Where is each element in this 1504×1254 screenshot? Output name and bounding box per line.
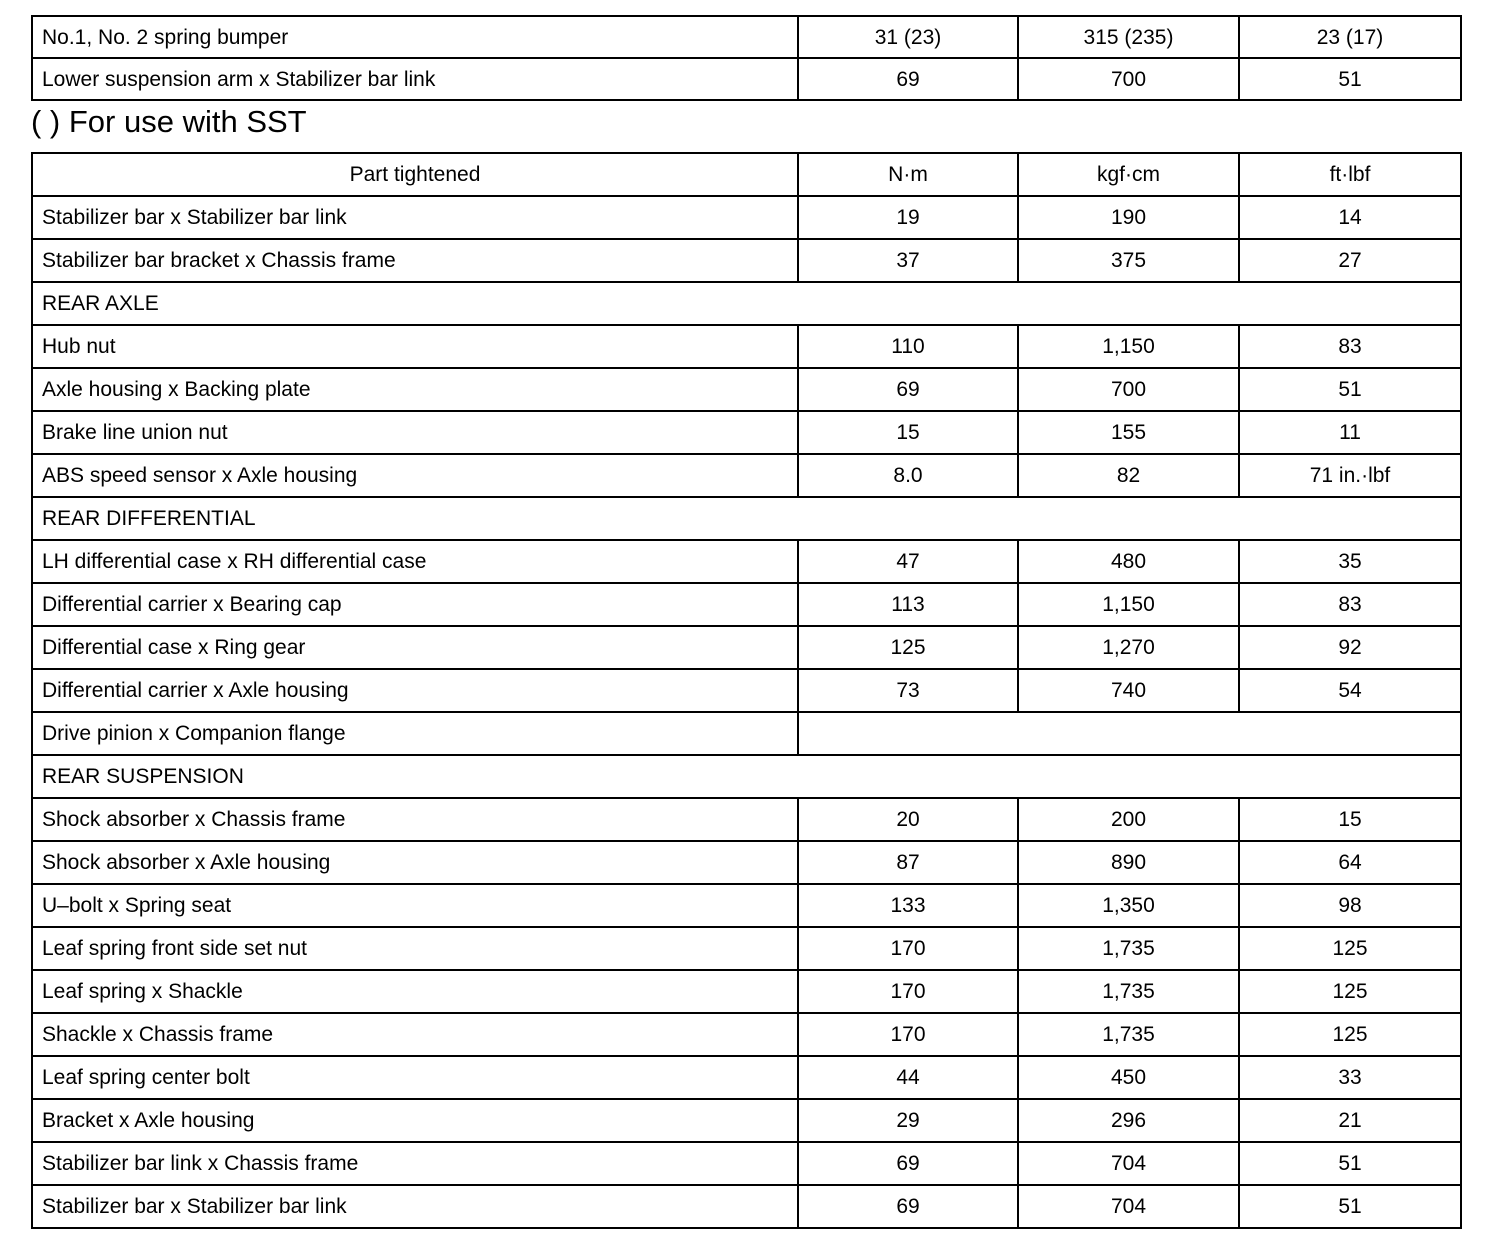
main-torque-table [31,152,1462,1229]
part-cell: Shackle x Chassis frame [32,1013,798,1056]
torque-nm-cell: 113 [798,583,1018,626]
table-row [32,368,1461,411]
table-row [32,196,1461,239]
table-row [32,798,1461,841]
torque-ft-lbf-cell: 125 [1239,970,1461,1013]
torque-nm-cell: 69 [798,368,1018,411]
part-cell: LH differential case x RH differential case [32,540,798,583]
torque-nm-cell: 69 [798,1185,1018,1228]
torque-nm-cell: 73 [798,669,1018,712]
torque-ft-lbf-cell: 83 [1239,325,1461,368]
torque-ft-lbf-cell: 125 [1239,1013,1461,1056]
torque-nm-cell: 19 [798,196,1018,239]
header-kgf-cm: kgf·cm [1018,153,1239,196]
section-row [32,497,1461,540]
torque-nm-cell: 31 (23) [798,16,1018,58]
header-row [32,153,1461,196]
table-header [32,153,1461,196]
top-torque-table-body [32,16,1461,100]
torque-ft-lbf-cell: 23 (17) [1239,16,1461,58]
part-cell: U–bolt x Spring seat [32,884,798,927]
part-cell: Leaf spring center bolt [32,1056,798,1099]
torque-ft-lbf-cell: 51 [1239,58,1461,100]
part-cell: Leaf spring front side set nut [32,927,798,970]
torque-kgf-cm-cell: 375 [1018,239,1239,282]
torque-kgf-cm-cell: 700 [1018,368,1239,411]
table-row [32,841,1461,884]
torque-kgf-cm-cell: 450 [1018,1056,1239,1099]
table-row [32,884,1461,927]
header-ft-lbf: ft·lbf [1239,153,1461,196]
part-cell: Shock absorber x Axle housing [32,841,798,884]
torque-nm-cell: 170 [798,1013,1018,1056]
top-torque-table [31,15,1462,101]
table-row [32,540,1461,583]
part-cell: Stabilizer bar bracket x Chassis frame [32,239,798,282]
part-cell: ABS speed sensor x Axle housing [32,454,798,497]
torque-nm-cell: 170 [798,927,1018,970]
torque-ft-lbf-cell: 125 [1239,927,1461,970]
torque-kgf-cm-cell: 1,150 [1018,583,1239,626]
torque-ft-lbf-cell: 27 [1239,239,1461,282]
torque-kgf-cm-cell: 1,150 [1018,325,1239,368]
torque-ft-lbf-cell: 11 [1239,411,1461,454]
torque-kgf-cm-cell: 1,735 [1018,1013,1239,1056]
torque-nm-cell: 8.0 [798,454,1018,497]
table-row [32,239,1461,282]
table-row [32,1099,1461,1142]
section-row [32,282,1461,325]
torque-ft-lbf-cell: 71 in.·lbf [1239,454,1461,497]
part-cell: Brake line union nut [32,411,798,454]
torque-ft-lbf-cell: 54 [1239,669,1461,712]
part-cell: No.1, No. 2 spring bumper [32,16,798,58]
torque-ft-lbf-cell: 64 [1239,841,1461,884]
torque-kgf-cm-cell: 1,350 [1018,884,1239,927]
part-cell: Hub nut [32,325,798,368]
table-row [32,325,1461,368]
section-heading: REAR DIFFERENTIAL [32,497,1461,540]
torque-kgf-cm-cell: 740 [1018,669,1239,712]
torque-ft-lbf-cell: 51 [1239,1185,1461,1228]
torque-nm-cell: 20 [798,798,1018,841]
torque-kgf-cm-cell: 890 [1018,841,1239,884]
section-row [32,755,1461,798]
part-cell: Shock absorber x Chassis frame [32,798,798,841]
torque-nm-cell: 125 [798,626,1018,669]
part-cell: Axle housing x Backing plate [32,368,798,411]
table-row [32,454,1461,497]
header-nm: N·m [798,153,1018,196]
torque-kgf-cm-cell: 704 [1018,1185,1239,1228]
torque-ft-lbf-cell: 14 [1239,196,1461,239]
torque-ft-lbf-cell: 51 [1239,368,1461,411]
part-cell: Stabilizer bar link x Chassis frame [32,1142,798,1185]
torque-kgf-cm-cell: 190 [1018,196,1239,239]
part-cell: Differential carrier x Bearing cap [32,583,798,626]
table-row [32,1013,1461,1056]
torque-nm-cell: 69 [798,58,1018,100]
part-cell: Lower suspension arm x Stabilizer bar link [32,58,798,100]
header-part-tightened: Part tightened [32,153,798,196]
torque-ft-lbf-cell: 35 [1239,540,1461,583]
part-cell: Differential case x Ring gear [32,626,798,669]
sst-note: ( ) For use with SST [31,104,307,139]
table-row [32,712,1461,755]
torque-ft-lbf-cell: 51 [1239,1142,1461,1185]
table-row [32,927,1461,970]
table-row [32,1056,1461,1099]
torque-kgf-cm-cell: 700 [1018,58,1239,100]
torque-nm-cell: 87 [798,841,1018,884]
part-cell: Stabilizer bar x Stabilizer bar link [32,1185,798,1228]
torque-kgf-cm-cell: 200 [1018,798,1239,841]
table-row [32,411,1461,454]
part-cell: Leaf spring x Shackle [32,970,798,1013]
table-row [32,669,1461,712]
table-row [32,1142,1461,1185]
table-row [32,58,1461,100]
torque-nm-cell: 37 [798,239,1018,282]
table-row [32,1185,1461,1228]
torque-nm-cell: 133 [798,884,1018,927]
torque-nm-cell: 170 [798,970,1018,1013]
torque-nm-cell: 29 [798,1099,1018,1142]
torque-nm-cell: 110 [798,325,1018,368]
part-cell: Drive pinion x Companion flange [32,712,798,755]
torque-ft-lbf-cell: 98 [1239,884,1461,927]
torque-ft-lbf-cell: 21 [1239,1099,1461,1142]
part-cell: Bracket x Axle housing [32,1099,798,1142]
torque-kgf-cm-cell: 704 [1018,1142,1239,1185]
table-row [32,583,1461,626]
torque-kgf-cm-cell: 296 [1018,1099,1239,1142]
torque-nm-cell: 15 [798,411,1018,454]
main-torque-table-body [32,196,1461,1228]
torque-nm-cell: 44 [798,1056,1018,1099]
torque-ft-lbf-cell: 92 [1239,626,1461,669]
part-cell: Stabilizer bar x Stabilizer bar link [32,196,798,239]
part-cell: Differential carrier x Axle housing [32,669,798,712]
section-heading: REAR SUSPENSION [32,755,1461,798]
table-row [32,626,1461,669]
torque-kgf-cm-cell: 155 [1018,411,1239,454]
torque-ft-lbf-cell: 33 [1239,1056,1461,1099]
torque-kgf-cm-cell: 1,270 [1018,626,1239,669]
torque-kgf-cm-cell: 1,735 [1018,970,1239,1013]
torque-kgf-cm-cell: 1,735 [1018,927,1239,970]
torque-nm-cell: 47 [798,540,1018,583]
torque-nm-cell: 69 [798,1142,1018,1185]
table-row [32,970,1461,1013]
torque-ft-lbf-cell: 15 [1239,798,1461,841]
section-heading: REAR AXLE [32,282,1461,325]
torque-kgf-cm-cell: 82 [1018,454,1239,497]
torque-merged-cell [798,712,1461,755]
table-row [32,16,1461,58]
torque-kgf-cm-cell: 480 [1018,540,1239,583]
torque-kgf-cm-cell: 315 (235) [1018,16,1239,58]
torque-ft-lbf-cell: 83 [1239,583,1461,626]
